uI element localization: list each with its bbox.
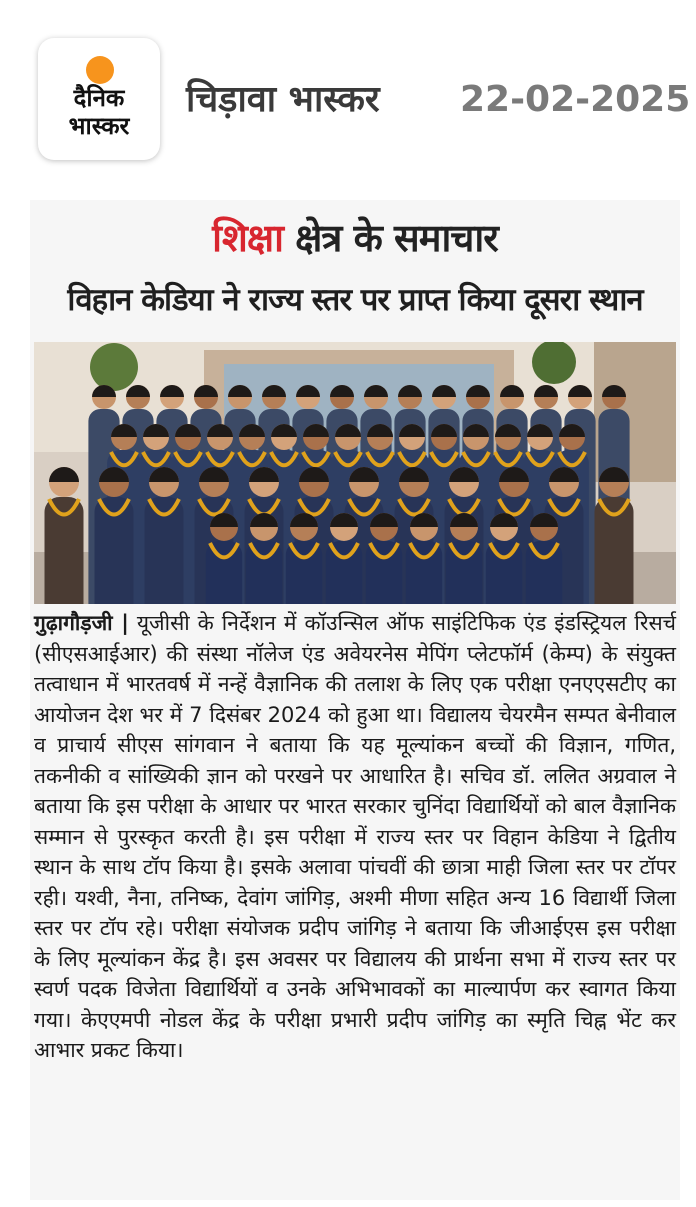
section-heading — [30, 212, 680, 264]
sun-logo-icon — [86, 56, 114, 84]
body-text: यूजीसी के निर्देशन में कॉउन्सिल ऑफ साइंटिफिक एंड इंडस्ट्रियल रिसर्च (सीएसआईआर) की संस्था नॉलेज एंड अवेयरनेस मेपिंग प्लेटफॉर्म (केम्प) के संयुक्त तत्वाधान में भारतवर्ष में नन्हें वैज्ञानिक की तलाश के लिए एक परीक्षा एनएएसटीए का आयोजन देश भर में 7 दिसंबर 2024 को हुआ था। विद्यालय चेयरमैन सम्पत बेनीवाल व प्राचार्य सीएस सांगवान ने बताया कि यह मूल्यांकन बच्चों की विज्ञान, गणित, तकनीकी व सांख्यिकी ज्ञान को परखने पर आधारित है। सचिव डॉ. ललित अग्रवाल ने बताया कि इस परीक्षा के आधार पर भारत सरकार चुनिंदा विद्यार्थियों को बाल वैज्ञानिक सम्मान से पुरस्कृत करती है। इस परीक्षा में राज्य स्तर पर विहान केडिया ने द्वितीय स्थान के साथ टॉप किया है। इसके अलावा पांचवीं की छात्रा माही जिला स्तर पर टॉपर रही। यश्वी, नैना, तनिष्क, देवांग जांगिड़, अश्मी मीणा सहित अन्य 16 विद्यार्थी जिला स्तर पर टॉप रहे। परीक्षा संयोजक प्रदीप जांगिड़ ने बताया कि जीआईएस इस परीक्षा के लिए मूल्यांकन केंद्र है। इस अवसर पर विद्यालय की प्रार्थना सभा में राज्य स्तर पर स्वर्ण पदक विजेता विद्यार्थियों व उनके अभिभावकों का माल्यार्पण कर स्वागत किया गया। केएएमपी नोडल केंद्र के परीक्षा प्रभारी प्रदीप जांगिड़ का स्मृति चिह्न भेंट कर आभार प्रकट किया। — [34, 611, 676, 1062]
group-photo-illustration — [34, 342, 676, 604]
app-header — [0, 0, 696, 190]
section-heading-rest: क्षेत्र के समाचार — [282, 216, 498, 260]
logo-line-1: दैनिक — [73, 84, 125, 112]
section-heading-accent: शिक्षा — [212, 216, 283, 260]
article-body — [34, 608, 676, 1066]
logo-line-2: भास्कर — [68, 112, 130, 140]
group-photo — [34, 342, 676, 604]
edition-date: 22-02-2025 — [460, 79, 691, 120]
dainik-bhaskar-logo[interactable] — [38, 38, 160, 160]
news-clipping — [30, 200, 680, 1200]
article-headline: विहान केडिया ने राज्य स्तर पर प्राप्त किया दूसरा स्थान — [67, 282, 643, 318]
edition-title: चिड़ावा भास्कर — [186, 79, 380, 120]
dateline: गुढ़ागौड़जी | — [34, 611, 129, 635]
